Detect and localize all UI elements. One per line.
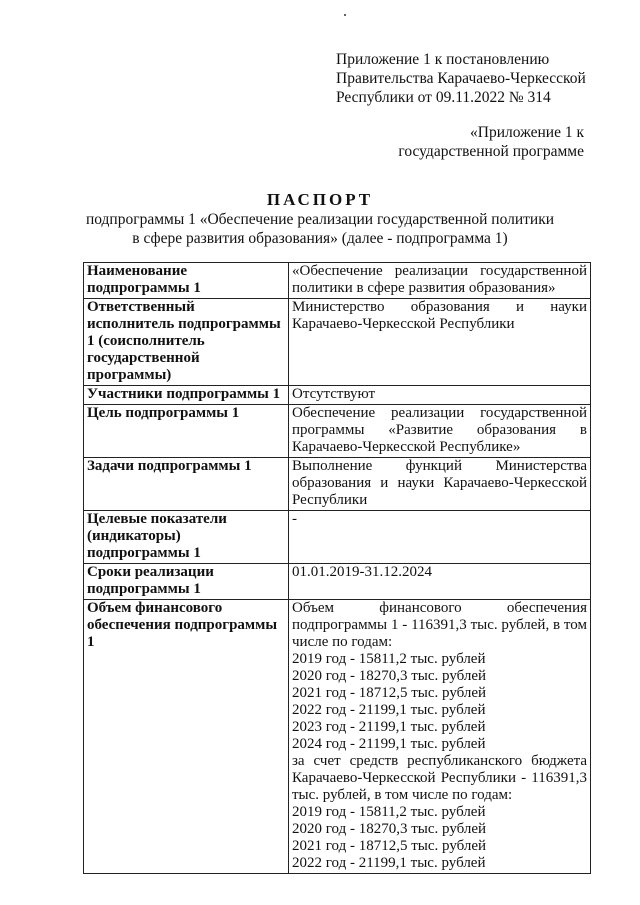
table-row-finance [84, 600, 591, 874]
table-row [84, 299, 591, 386]
program-appendix-line: государственной программе [398, 143, 584, 160]
row-value: Отсутствуют [289, 386, 591, 405]
row-label: Участники подпрограммы 1 [84, 386, 289, 405]
budget-year: 2021 год - 18712,5 тыс. рублей [292, 838, 487, 854]
subtitle-line: в сфере развития образования» (далее - подпрограмма 1) [132, 230, 508, 247]
row-label: Цель подпрограммы 1 [84, 405, 289, 458]
finance-year: 2021 год - 18712,5 тыс. рублей [292, 685, 487, 701]
appendix-note [336, 50, 586, 107]
budget-year: 2020 год - 18270,3 тыс. рублей [292, 821, 487, 837]
finance-year: 2022 год - 21199,1 тыс. рублей [292, 702, 486, 718]
document-subtitle [60, 210, 580, 248]
table-row [84, 564, 591, 600]
table-row [84, 511, 591, 564]
subtitle-line: подпрограммы 1 «Обеспечение реализации государственной политики [85, 211, 555, 228]
finance-intro: Объем финансового обеспечения подпрограммы 1 - 116391,3 тыс. рублей, в том числе по годам: [292, 600, 587, 650]
row-value: Обеспечение реализации государственной программы «Развитие образования в Карачаево-Черкесской Республике» [289, 405, 591, 458]
row-value: 01.01.2019-31.12.2024 [289, 564, 591, 600]
finance-year: 2019 год - 15811,2 тыс. рублей [292, 651, 486, 667]
program-appendix-note [398, 123, 584, 161]
program-appendix-line: «Приложение 1 к [470, 124, 584, 141]
row-label: Наименование подпрограммы 1 [84, 263, 289, 299]
row-value: Министерство образования и науки Карачаево-Черкесской Республики [289, 299, 591, 386]
table-row [84, 458, 591, 511]
finance-value [289, 600, 591, 874]
table-row [84, 405, 591, 458]
finance-year: 2024 год - 21199,1 тыс. рублей [292, 736, 486, 752]
finance-year: 2023 год - 21199,1 тыс. рублей [292, 719, 486, 735]
row-label: Сроки реализации подпрограммы 1 [84, 564, 289, 600]
table-row [84, 263, 591, 299]
budget-year: 2022 год - 21199,1 тыс. рублей [292, 855, 486, 871]
row-value: Выполнение функций Министерства образования и науки Карачаево-Черкесской Республики [289, 458, 591, 511]
appendix-line: Приложение 1 к постановлению [336, 51, 550, 68]
scan-speck [344, 14, 346, 16]
passport-table [83, 262, 591, 874]
budget-year: 2019 год - 15811,2 тыс. рублей [292, 804, 486, 820]
row-label: Объем финансового обеспечения подпрограммы 1 [84, 600, 289, 874]
appendix-line: Республики от 09.11.2022 № 314 [336, 89, 551, 106]
budget-intro: за счет средств республиканского бюджета Карачаево-Черкесской Республики - 116391,3 тыс. рублей, в том числе по годам: [292, 753, 587, 803]
row-value: «Обеспечение реализации государственной политики в сфере развития образования» [289, 263, 591, 299]
row-label: Задачи подпрограммы 1 [84, 458, 289, 511]
appendix-line: Правительства Карачаево-Черкесской [336, 70, 586, 87]
row-label: Целевые показатели (индикаторы) подпрограммы 1 [84, 511, 289, 564]
table-row [84, 386, 591, 405]
row-label: Ответственный исполнитель подпрограммы 1 (соисполнитель государственной программы) [84, 299, 289, 386]
row-value: - [289, 511, 591, 564]
document-title: ПАСПОРТ [266, 190, 374, 209]
finance-year: 2020 год - 18270,3 тыс. рублей [292, 668, 487, 684]
